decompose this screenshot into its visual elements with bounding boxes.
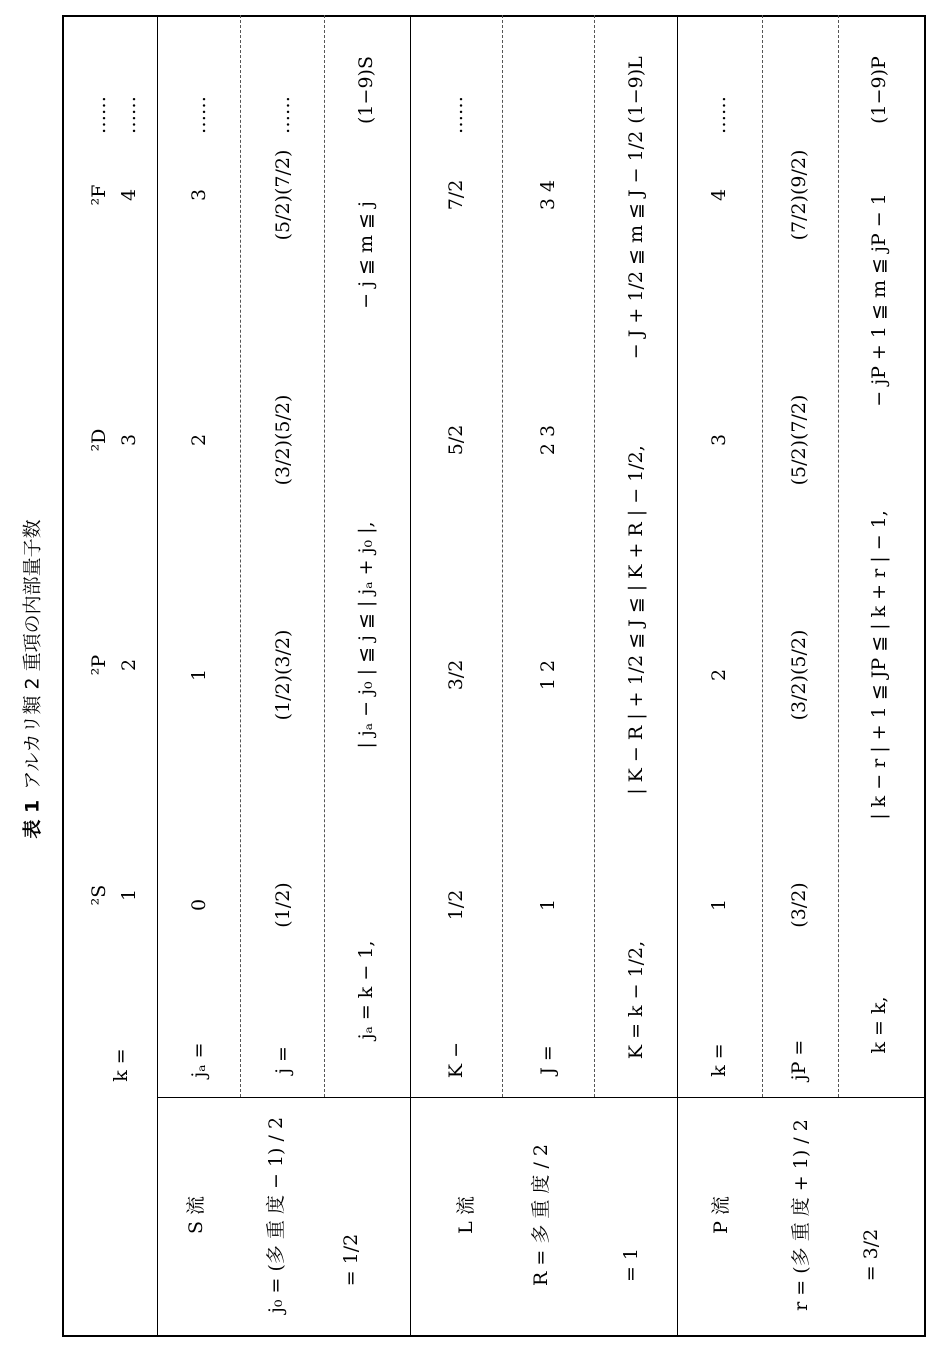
p-dash-2 [838,15,839,1097]
p-k-3: 3 [708,433,731,447]
p-row1-label: k = [708,1043,731,1077]
l-dash-1 [502,15,503,1097]
s-ja-4: 3 [188,188,211,202]
s-j-2: (1/2)(3/2) [272,629,295,721]
term-P: ²P [88,654,111,676]
p-dash-1 [762,15,763,1097]
k-F: 4 [118,188,141,202]
l-J-4: 3 4 [537,179,560,211]
section-divider-s-l [410,15,411,1337]
dots-header-2: …… [118,96,141,134]
p-row2-label: jP = [788,1039,811,1081]
section-divider-l-p [677,15,678,1337]
p-left-formula: r = (多 重 度 + 1) / 2 [790,1119,813,1311]
p-rule-left: k = k, [868,996,891,1054]
dots-header-1: …… [88,96,111,134]
s-row1-label: jₐ = [188,1042,211,1078]
k-S: 1 [118,888,141,902]
stub-divider [157,1097,926,1098]
p-k-1: 1 [708,898,731,912]
k-D: 3 [118,433,141,447]
k-P: 2 [118,658,141,672]
p-rule-right: − jP + 1 ≦ m ≦ jP − 1 [868,193,891,407]
s-j-1: (1/2) [272,882,295,928]
term-F: ²F [88,184,111,206]
s-dash-1 [240,15,241,1097]
caption-text: アルカリ類 2 重項の内部量子数 [21,519,44,790]
k-label: k = [110,1048,133,1082]
l-rule-right: − J + 1/2 ≦ m ≦ J − 1/2 [625,130,648,360]
header-divider [157,15,158,1337]
s-dash-2 [324,15,325,1097]
l-row2-label: J = [537,1045,560,1075]
s-ja-dots: …… [188,96,211,134]
l-K-dots: …… [445,96,468,134]
p-k-dots: …… [708,96,731,134]
l-left-formula: R = 多 重 度 / 2 [530,1144,553,1286]
l-rule-left: K = k − 1/2, [625,940,648,1060]
p-k-4: 4 [708,188,731,202]
table-caption [16,0,46,1358]
s-row2-label: j = [272,1046,295,1074]
p-eq-no: (1−9)P [868,56,891,124]
s-ja-1: 0 [188,898,211,912]
p-rule-mid: | k − r | + 1 ≦ JP ≦ | k + r | − 1, [868,510,891,820]
l-K-1: 1/2 [445,889,468,921]
s-j-4: (5/2)(7/2) [272,149,295,241]
s-left-value: = 1/2 [340,1233,363,1287]
p-jp-1: (3/2) [788,882,811,928]
l-J-2: 1 2 [537,659,560,691]
l-section-name: L 流 [455,1196,478,1234]
s-left-formula: j₀ = (多 重 度 − 1) / 2 [265,1116,288,1314]
l-K-2: 3/2 [445,659,468,691]
p-k-2: 2 [708,668,731,682]
l-dash-2 [594,15,595,1097]
p-left-value: = 3/2 [860,1228,883,1282]
term-D: ²D [88,428,111,452]
l-left-value: = 1 [620,1247,643,1283]
l-J-1: 1 [537,898,560,912]
caption-label: 表 1 [21,799,44,839]
s-section-name: S 流 [185,1195,208,1235]
l-K-3: 5/2 [445,424,468,456]
l-J-3: 2 3 [537,424,560,456]
s-rule-right: − j ≦ m ≦ j [355,201,378,309]
p-jp-4: (7/2)(9/2) [788,149,811,241]
term-S: ²S [88,884,111,906]
s-ja-2: 1 [188,668,211,682]
l-eq-no: (1−9)L [625,56,648,124]
s-eq-no: (1−9)S [355,56,378,124]
p-section-name: P 流 [710,1196,733,1234]
s-ja-3: 2 [188,433,211,447]
l-K-4: 7/2 [445,179,468,211]
s-j-dots: …… [272,96,295,134]
l-rule-mid: | K − R | + 1/2 ≦ J ≦ | K + R | − 1/2, [625,445,648,795]
s-rule-mid: | jₐ − j₀ | ≦ j ≦ | jₐ + j₀ |, [355,521,378,749]
p-jp-3: (5/2)(7/2) [788,394,811,486]
s-j-3: (3/2)(5/2) [272,394,295,486]
p-jp-2: (3/2)(5/2) [788,629,811,721]
s-rule-left: jₐ = k − 1, [355,940,378,1040]
l-row1-label: K − [445,1041,468,1079]
quantum-number-table [62,15,926,1337]
